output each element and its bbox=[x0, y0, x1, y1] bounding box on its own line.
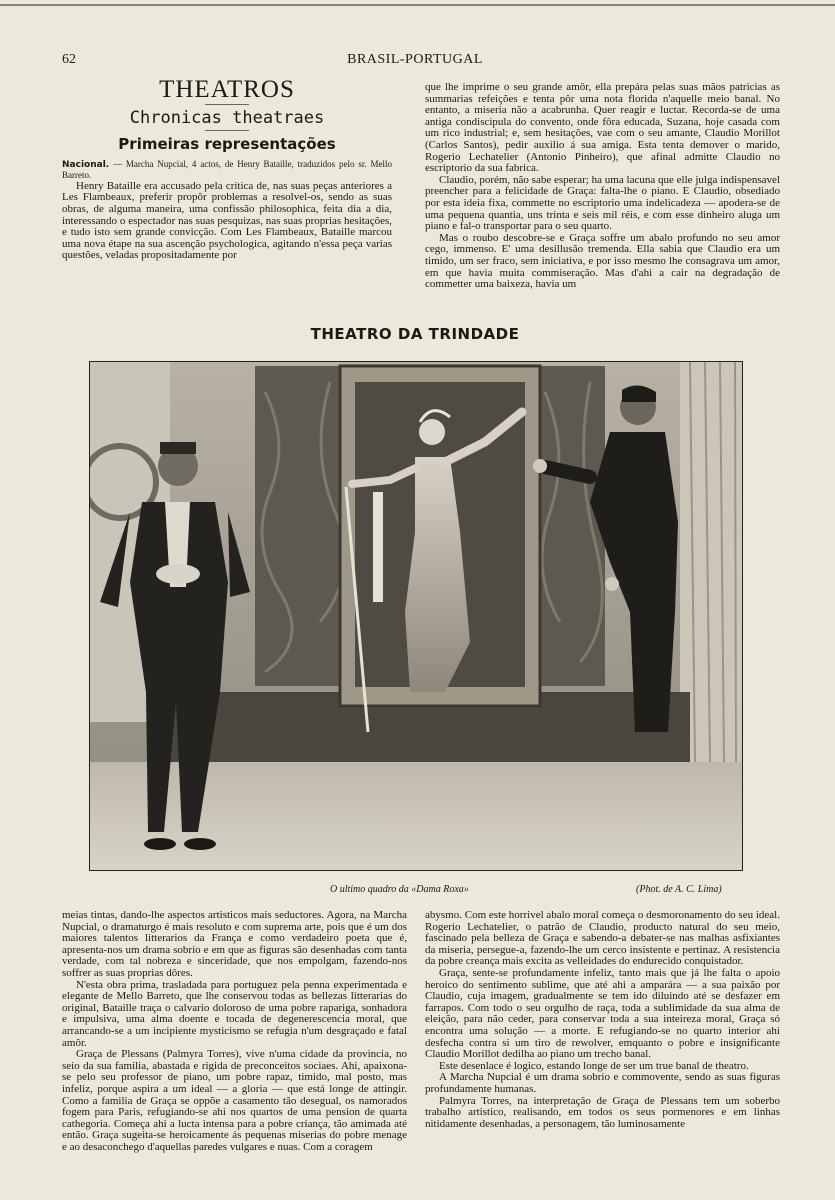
section-title: THEATROS bbox=[159, 76, 295, 103]
article-paragraph: Este desenlace é logico, estando longe de ser um true banal de theatro. bbox=[439, 1059, 749, 1072]
article-paragraph: Claudio, porém, não sabe esperar; ha uma lacuna que elle julga indispensavel preencher para a felicidade de Graça: falta-lhe o piano. E Claudio, obsediado por esta ideia fixa, commette no escriptorio uma indelicadeza — apodera-se de uma pequena quantia, uns trinta e seis mil réis, e com esse dinheiro aluga um piano e fal-o transportar para o seu quarto. bbox=[425, 173, 780, 233]
nacional-note bbox=[62, 159, 392, 181]
right-top-column bbox=[425, 82, 780, 291]
subtitle-divider bbox=[205, 130, 249, 131]
photo-section-title: THEATRO DA TRINDADE bbox=[310, 325, 520, 343]
photo-credit: (Phot. de A. C. Lima) bbox=[636, 884, 722, 895]
article-paragraph: Henry Bataille era accusado pela critica de, nas suas peças anteriores a Les Flambeaux, preferir propôr problemas a resolvel-os, sendo as suas obras, de alguma maneira, uma confissão philosophica, feita dia a dia, interessando o espectador nas suas pesquizas, nas suas proprias hesitações, e tudo isto sem grande convicção. Com Les Flambeaux, Bataille marcou uma nova étape na sua ascenção psychologica, agitando n'essa peça varias questões, veladas propositadamente por bbox=[62, 179, 392, 262]
article-paragraph: meias tintas, dando-lhe aspectos artisticos mais seductores. Agora, na Marcha Nupcial, o dramaturgo é mais resoluto e com suprema arte, pois que é um dos maiores talentos litterarios da França e como verdadeiro poeta que é, apresenta-nos um drama sobrio e em que as figuras são desenhadas com tanta verdade, com tal nobreza e sinceridade, que nos empolgam, fazendo-nos soffrer as suas proprias dôres. bbox=[62, 909, 407, 979]
running-head: BRASIL-PORTUGAL bbox=[347, 52, 483, 67]
stage-scene-illustration bbox=[90, 362, 742, 870]
left-top-column bbox=[62, 76, 392, 262]
section-heading: Primeiras representações bbox=[118, 135, 336, 154]
section-subtitle: Chronicas theatraes bbox=[129, 107, 325, 128]
nacional-label: Nacional. bbox=[62, 159, 110, 170]
bottom-left-column bbox=[62, 910, 407, 1153]
article-paragraph: Palmyra Torres, na interpretação de Graça de Plessans tem um soberbo trabalho artistico, realisando, em todos os seus pormenores e em linhas nitidamente desenhadas, a personagem, tão luminosamente bbox=[425, 1094, 780, 1130]
bottom-right-column bbox=[425, 910, 780, 1130]
article-paragraph: Mas o roubo descobre-se e Graça soffre um abalo profundo no seu amor cego, immenso. E' uma desillusão tremenda. Ella sabia que Claudio era um timido, um ser fraco, sem iniciativa, e por isso mesmo lhe consagrava um amor, em que havia muita commiseração. Mas d'ahi a cair na degradação de commetter uma baixeza, havia um bbox=[425, 231, 780, 291]
article-paragraph: Graça de Plessans (Palmyra Torres), vive n'uma cidade da provincia, no seio da sua familia, abastada e rigida de preconceitos sociaes. Ahi, apaixona-se pelo seu professor de piano, um pobre rapaz, timido, mal posto, mas infeliz, porque aspira a um ideal — a gloria — que está longe de attingir. Como a familia de Graça se oppõe a casamento tão desegual, os namorados fogem para Paris, refugiando-se ahi nos quartos de uma pension de quarta cathegoria. Começa ahi a lucta intensa para a pobre criança, tão amimada até então. Graça sugeita-se heroicamente ás pequenas miserias do pobre menage e ao desaconchego d'aquellas paredes vulgares e nuas. Com a coragem bbox=[62, 1048, 407, 1153]
article-paragraph: abysmo. Com este horrivel abalo moral começa o desmoronamento do seu ideal. Rogerio Lechatelier, o patrão de Claudio, producto natural do seu meio, fascinado pela belleza de Graça e sabendo-a debater-se nas malhas asfixiantes da miseria, persegue-a, fazendo-lhe um cerco insistente e pertinaz. A resistencia da pobre creança mais excita as velleidades do endurecido conquistador. bbox=[425, 909, 780, 968]
nacional-text: — Marcha Nupcial, 4 actos, de Henry Bataille, traduzidos pelo sr. Mello Barreto. bbox=[62, 158, 392, 181]
page-number: 62 bbox=[62, 52, 76, 67]
article-paragraph: N'esta obra prima, trasladada para portuguez pela penna experimentada e elegante de Mello Barreto, que lhe conservou todas as bellezas litterarias do original, Bataille traça o calvario doloroso de uma pobre rapariga, sonhadora e impulsiva, uma alma doente e tocada de degenerescencia moral, que arrancando-se a um incipiente mysticismo se refugia n'um desgraçado e fatal amôr. bbox=[62, 978, 407, 1049]
article-paragraph: A Marcha Nupcial é um drama sobrio e commovente, sendo as suas figuras profundamente humanas. bbox=[425, 1071, 780, 1095]
photo-caption: O ultimo quadro da «Dama Roxa» bbox=[330, 884, 469, 895]
stage-photograph bbox=[89, 361, 743, 871]
article-paragraph: que lhe imprime o seu grande amôr, ella prepára pelas suas mãos patricias as summarias refeições e tenta pôr uma nota florida n'aquelle meio banal. No entanto, a miseria não a acabrunha. Quer reagir e luctar. Recorda-se de uma antiga condiscipula do convento, onde fôra educada, Suzana, hoje casada com um rico industrial; e, sem hesitações, vae com o seu amante, Claudio Morillot (Carlos Santos), pedir auxilio á sua amiga. Esta tenta demover o marido, Rogerio Lechatelier (Antonio Pinheiro), que afinal admitte Claudio no escriptorio da sua fabrica. bbox=[425, 81, 780, 175]
title-divider bbox=[205, 104, 249, 105]
article-paragraph: Graça, sente-se profundamente infeliz, tanto mais que já lhe falta o apoio heroico do sentimento sublime, que até ahi a amparára — a sua paixão por Claudio, cuja imagem, gradualmente se tem ido diluindo até se desfazer em farrapos. Com todo o seu orgulho de raça, toda a sublimidade da sua alma de eleição, para não ceder, para conservar toda a sua inteireza moral, Graça só encontra uma solução — a morte. E refugiando-se no quarto interior ahi desfecha contra si um tiro de rewolver, emquanto o pobre e insignificante Claudio Morillot dedilha ao piano um trecho banal. bbox=[425, 966, 780, 1061]
top-border-line bbox=[0, 4, 835, 6]
